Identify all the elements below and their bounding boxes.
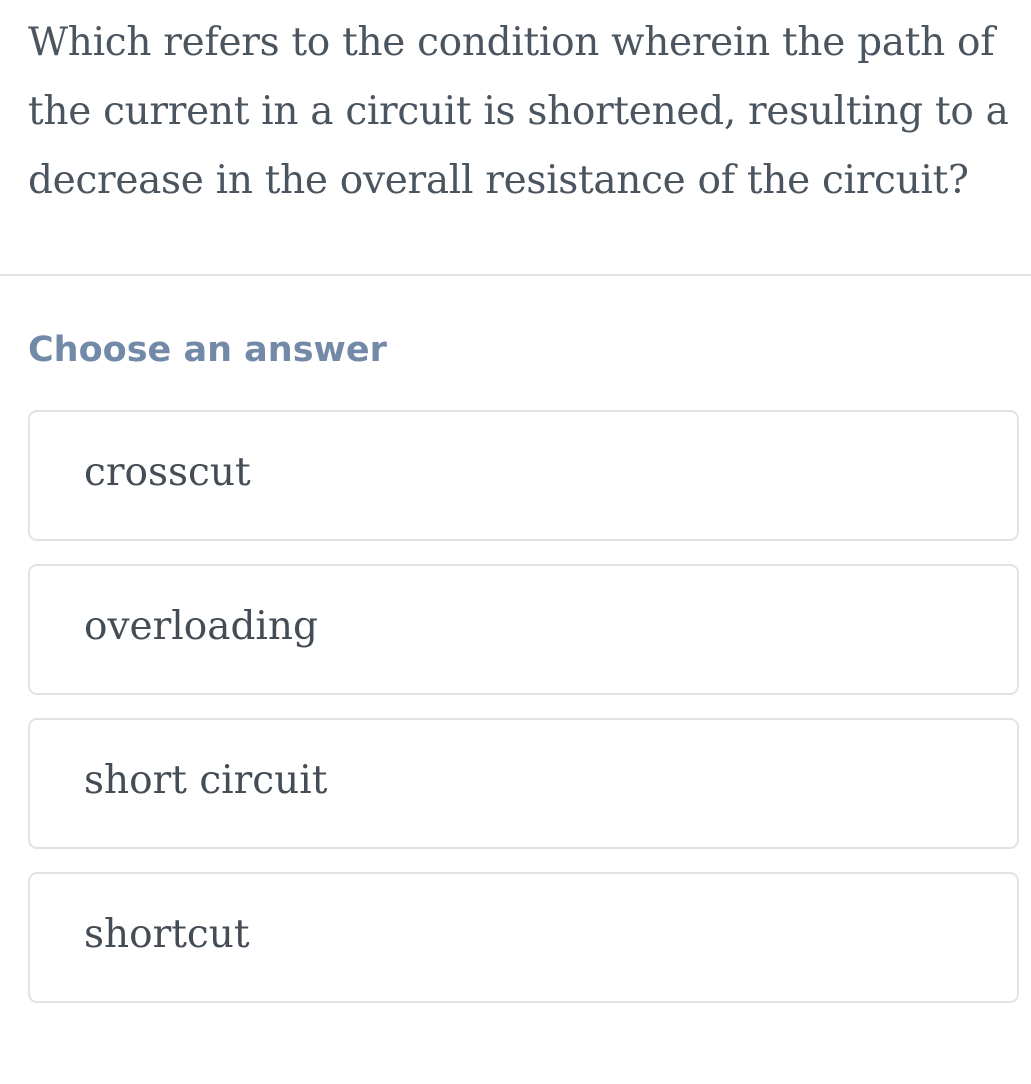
answer-option-crosscut[interactable] — [28, 410, 1019, 541]
question-text: Which refers to the condition wherein the path of the current in a circuit is shortened, resulting to a decrease in the overall resistance of the circuit? — [28, 20, 1009, 203]
answer-option-short-circuit[interactable] — [28, 718, 1019, 849]
answer-option-overloading[interactable] — [28, 564, 1019, 695]
answer-options-list — [28, 410, 1019, 1026]
choose-answer-heading: Choose an answer — [28, 330, 387, 370]
answer-option-label: short circuit — [84, 758, 328, 803]
section-divider — [0, 274, 1031, 276]
answer-option-label: crosscut — [84, 450, 251, 495]
answer-option-shortcut[interactable] — [28, 872, 1019, 1003]
answer-option-label: overloading — [84, 604, 318, 649]
answer-option-label: shortcut — [84, 912, 250, 957]
